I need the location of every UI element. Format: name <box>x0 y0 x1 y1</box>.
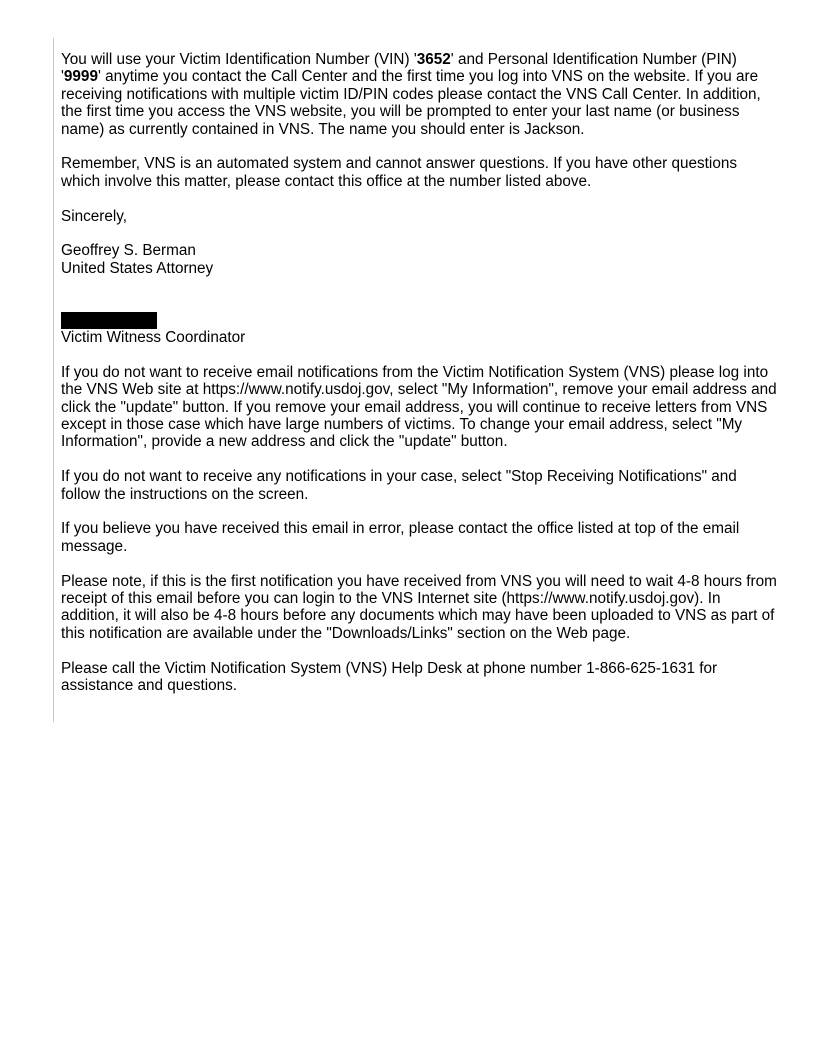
help-desk-paragraph: Please call the Victim Notification System (VNS) Help Desk at phone number 1-866-625-1631 for assistance and questions. <box>61 659 718 695</box>
letter-body <box>61 51 777 694</box>
vin-pin-paragraph <box>61 51 777 138</box>
vin-number: 3652 <box>416 51 451 68</box>
redacted-name-block <box>61 312 157 329</box>
vin-paragraph-suffix: ' anytime you contact the Call Center and the first time you log into VNS on the website. If you are receiving notifications with multiple victim ID/PIN codes please contact the VNS Call Center. In addition, the first time you access the VNS website, you will be prompted to enter your last name (or business name) as currently contained in VNS. The name you should enter is Jackson. <box>61 68 761 138</box>
first-notification-note-paragraph: Please note, if this is the first notification you have received from VNS you will need to wait 4-8 hours from receipt of this email before you can login to the VNS Internet site (https://www.notify.usdoj.gov). In addition, it will also be 4-8 hours before any documents which may have been uploaded to VNS as part of this notification are available under the "Downloads/Links" section on the Web page. <box>61 572 777 642</box>
pin-number: 9999 <box>63 68 98 86</box>
vin-paragraph-prefix: You will use your Victim Identification Number (VIN) ' <box>61 51 417 68</box>
remember-paragraph: Remember, VNS is an automated system and cannot answer questions. If you have other questions which involve this matter, please contact this office at the number listed above. <box>61 155 737 190</box>
signer-title: United States Attorney <box>61 259 214 277</box>
email-opt-out-paragraph: If you do not want to receive email notifications from the Victim Notification System (VNS) please log into the VNS Web site at https://www.notify.usdoj.gov, select "My Information", remove your email address and click the "update" button. If you remove your email address, you will continue to receive letters from VNS except in those case which have large numbers of victims. To change your email address, select "My Information", provide a new address and click the "update" button. <box>61 363 777 451</box>
vin-paragraph-middle: ' and Personal Identification Number (PIN) ' <box>61 51 737 86</box>
coordinator-title: Victim Witness Coordinator <box>61 329 246 347</box>
left-margin-rule <box>53 38 54 722</box>
signer-name: Geoffrey S. Berman <box>61 242 196 260</box>
email-error-paragraph: If you believe you have received this email in error, please contact the office listed at top of the email message. <box>61 520 740 555</box>
signature-block <box>61 242 777 277</box>
closing-salutation: Sincerely, <box>61 207 128 225</box>
coordinator-block <box>61 312 777 346</box>
stop-notifications-paragraph: If you do not want to receive any notifications in your case, select "Stop Receiving Notifications" and follow the instructions on the screen. <box>61 468 737 503</box>
